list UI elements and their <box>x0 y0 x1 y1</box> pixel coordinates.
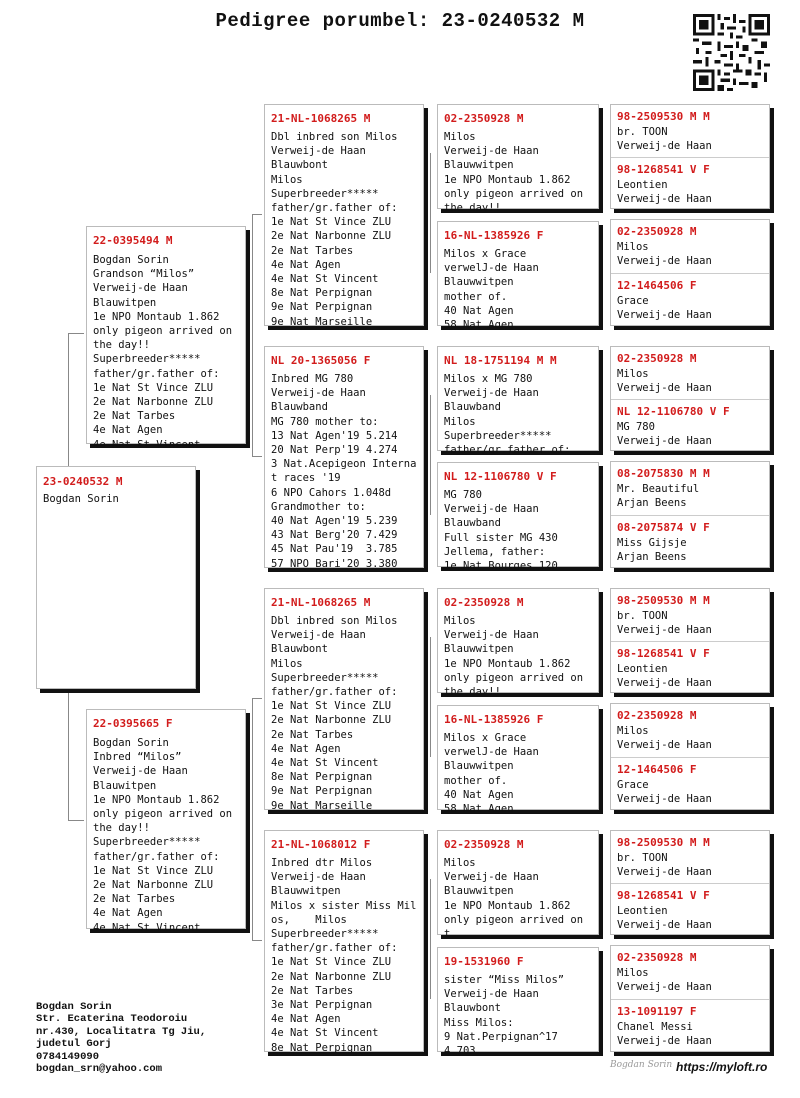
owner-phone: 0784149090 <box>36 1050 100 1063</box>
pigeon-details: Bogdan Sorin <box>43 493 119 505</box>
pigeon-ring-number: 98-2509530 M M <box>617 836 710 849</box>
ancestor-card <box>610 104 770 209</box>
pigeon-details: Dbl inbred son Milos Verweij-de Haan Blauwbont Milos Superbreeder***** father/gr.father of: 1e Nat St Vince ZLU 2e Nat Narbonne ZLU 2e Nat Tarbes 4e Nat Agen 4e Nat St Vincent 8e Nat Perpignan 9e Nat Perpignan 9e Nat Marseille <box>271 131 398 328</box>
great-grandparent-card <box>437 830 599 941</box>
pigeon-details: br. TOON Verweij-de Haan <box>617 126 712 153</box>
connector-line <box>252 698 253 940</box>
connector-line <box>252 214 253 456</box>
pigeon-details: Milos Verweij-de Haan Blauwwitpen 1e NPO Montaub 1.862 only pigeon arrived on t <box>444 857 584 941</box>
great-grandparent-card <box>437 462 599 573</box>
pigeon-details: MG 780 Verweij-de Haan Blauwband Full sister MG 430 Jellema, father: 1e Nat Bourges 120 <box>444 489 558 573</box>
great-grandparent-card <box>437 221 599 332</box>
connector-line <box>68 333 84 334</box>
pigeon-ring-number: NL 20-1365056 F <box>271 354 371 367</box>
great-grandparent-card <box>437 588 599 699</box>
connector-line <box>430 637 431 757</box>
ancestor-card <box>610 703 770 810</box>
pigeon-details: Inbred MG 780 Verweij-de Haan Blauwband MG 780 mother to: 13 Nat Agen'19 5.214 20 Nat Perp'19 4.274 3 Nat.Acepigeon Internat races '19 6 NPO Cahors 1.048d Grandmother to: 40 Nat Agen'19 5.239 43 Nat Berg'20 7.429 45 Nat Pau'19 3.785 57 NPO Bari'20 3.380 <box>271 373 417 570</box>
pigeon-details: MG 780 Verweij-de Haan <box>617 421 712 448</box>
pigeon-details: br. TOON Verweij-de Haan <box>617 852 712 879</box>
great-grandparent-card <box>437 705 599 816</box>
pigeon-details: Milos x MG 780 Verweij-de Haan Blauwband Milos Superbreeder***** father/gr.father of: <box>444 373 571 457</box>
pigeon-details: Inbred dtr Milos Verweij-de Haan Blauwwitpen Milos x sister Miss Milos, Milos Superbreeder***** father/gr.father of: 1e Nat St Vince ZLU 2e Nat Narbonne ZLU 2e Nat Tarbes 3e Nat Perpignan 4e Nat Agen 4e Nat St Vincent 8e Nat Perpignan <box>271 857 417 1054</box>
pigeon-ring-number: 22-0395494 M <box>93 234 173 247</box>
ancestor-card <box>610 945 770 1052</box>
pigeon-details: Mr. Beautiful Arjan Beens <box>617 483 700 510</box>
ancestor-card <box>610 830 770 935</box>
pigeon-ring-number: 02-2350928 M <box>444 596 524 609</box>
pigeon-details: Leontien Verweij-de Haan <box>617 179 712 206</box>
pigeon-details: br. TOON Verweij-de Haan <box>617 610 712 637</box>
pigeon-details: Milos Verweij-de Haan Blauwwitpen 1e NPO Montaub 1.862 only pigeon arrived on the day!! <box>444 615 584 699</box>
owner-name: Bogdan Sorin <box>36 1001 112 1013</box>
connector-line <box>252 940 262 941</box>
pigeon-details: Bogdan Sorin Inbred “Milos” Verweij-de Haan Blauwitpen 1e NPO Montaub 1.862 only pigeon arrived on the day!! Superbreeder***** father/gr.father of: 1e Nat St Vince ZLU 2e Nat Narbonne ZLU 2e Nat Tarbes 4e Nat Agen 4e Nat St Vincent <box>93 737 233 934</box>
owner-contact <box>36 1001 206 1075</box>
parent-card-dam <box>86 709 246 934</box>
pigeon-details: Chanel Messi Verweij-de Haan <box>617 1021 712 1048</box>
pigeon-ring-number: 22-0395665 F <box>93 717 173 730</box>
pigeon-ring-number: NL 12-1106780 V F <box>617 405 730 418</box>
connector-line <box>252 698 262 699</box>
pigeon-details: sister “Miss Milos” Verweij-de Haan Blauwbont Miss Milos: 9 Nat.Perpignan^17 4.703 <box>444 974 565 1058</box>
great-grandparent-card <box>437 104 599 215</box>
connector-line <box>68 820 84 821</box>
grandparent-card <box>264 104 424 326</box>
website-link[interactable]: https://myloft.ro <box>676 1060 768 1074</box>
grandparent-card <box>264 346 424 568</box>
pigeon-details: Leontien Verweij-de Haan <box>617 905 712 932</box>
pigeon-ring-number: NL 12-1106780 V F <box>444 470 557 483</box>
pigeon-details: Milos Verweij-de Haan <box>617 967 712 994</box>
pigeon-ring-number: 02-2350928 M <box>617 352 697 365</box>
pigeon-ring-number: 02-2350928 M <box>444 112 524 125</box>
pigeon-details: Milos x Grace verwelJ-de Haan Blauwwitpen mother of. 40 Nat Agen 58 Nat Agen <box>444 248 539 332</box>
pigeon-ring-number: NL 18-1751194 M M <box>444 354 557 367</box>
parent-card-sire <box>86 226 246 451</box>
pigeon-details: Miss Gijsje Arjan Beens <box>617 537 687 564</box>
pigeon-ring-number: 19-1531960 F <box>444 955 524 968</box>
grandparent-card <box>264 830 424 1052</box>
pigeon-ring-number: 23-0240532 M <box>43 475 123 488</box>
pigeon-ring-number: 98-1268541 V F <box>617 163 710 176</box>
pigeon-details: Milos Verweij-de Haan <box>617 725 712 752</box>
subject-card <box>36 466 196 689</box>
pigeon-details: Milos Verweij-de Haan <box>617 368 712 395</box>
page-title: Pedigree porumbel: 23-0240532 M <box>215 10 585 32</box>
pigeon-ring-number: 21-NL-1068012 F <box>271 838 371 851</box>
signature: Bogdan Sorin <box>610 1060 673 1070</box>
pigeon-ring-number: 02-2350928 M <box>617 709 697 722</box>
owner-city: nr.430, Localitatra Tg Jiu, <box>36 1025 207 1038</box>
connector-line <box>252 456 262 457</box>
pigeon-ring-number: 02-2350928 M <box>617 225 697 238</box>
pigeon-details: Milos Verweij-de Haan <box>617 241 712 268</box>
ancestor-card <box>610 588 770 693</box>
pigeon-details: Grace Verweij-de Haan <box>617 295 712 322</box>
pigeon-ring-number: 02-2350928 M <box>617 951 697 964</box>
qr-code-icon <box>693 14 770 91</box>
connector-line <box>68 333 69 466</box>
connector-line <box>430 153 431 273</box>
pigeon-details: Grace Verweij-de Haan <box>617 779 712 806</box>
pigeon-ring-number: 21-NL-1068265 M <box>271 112 371 125</box>
pigeon-ring-number: 12-1464506 F <box>617 279 697 292</box>
pigeon-ring-number: 98-1268541 V F <box>617 647 710 660</box>
pigeon-ring-number: 98-2509530 M M <box>617 594 710 607</box>
pigeon-details: Bogdan Sorin Grandson “Milos” Verweij-de Haan Blauwitpen 1e NPO Montaub 1.862 only pigeon arrived on the day!! Superbreeder***** father/gr.father of: 1e Nat St Vince ZLU 2e Nat Narbonne ZLU 2e Nat Tarbes 4e Nat Agen 4e Nat St Vincent <box>93 254 233 451</box>
owner-county: judetul Gorj <box>36 1038 112 1051</box>
pigeon-details: Milos x Grace verwelJ-de Haan Blauwwitpen mother of. 40 Nat Agen 58 Nat Agen <box>444 732 539 816</box>
owner-email: bogdan_srn@yahoo.com <box>36 1063 163 1076</box>
pigeon-ring-number: 98-1268541 V F <box>617 889 710 902</box>
ancestor-card <box>610 219 770 326</box>
great-grandparent-card <box>437 346 599 457</box>
pigeon-ring-number: 16-NL-1385926 F <box>444 713 544 726</box>
pigeon-details: Dbl inbred son Milos Verweij-de Haan Blauwbont Milos Superbreeder***** father/gr.father of: 1e Nat St Vince ZLU 2e Nat Narbonne ZLU 2e Nat Tarbes 4e Nat Agen 4e Nat St Vincent 8e Nat Perpignan 9e Nat Perpignan 9e Nat Marseille <box>271 615 398 812</box>
connector-line <box>68 690 69 820</box>
pigeon-details: Leontien Verweij-de Haan <box>617 663 712 690</box>
pigeon-ring-number: 16-NL-1385926 F <box>444 229 544 242</box>
pigeon-ring-number: 13-1091197 F <box>617 1005 697 1018</box>
connector-line <box>430 879 431 999</box>
owner-street: Str. Ecaterina Teodoroiu <box>36 1013 188 1026</box>
connector-line <box>430 395 431 515</box>
pigeon-ring-number: 08-2075830 M M <box>617 467 710 480</box>
pigeon-details: Milos Verweij-de Haan Blauwwitpen 1e NPO Montaub 1.862 only pigeon arrived on the day!! <box>444 131 584 215</box>
ancestor-card <box>610 461 770 568</box>
pigeon-ring-number: 98-2509530 M M <box>617 110 710 123</box>
grandparent-card <box>264 588 424 810</box>
pigeon-ring-number: 12-1464506 F <box>617 763 697 776</box>
pigeon-ring-number: 02-2350928 M <box>444 838 524 851</box>
pigeon-ring-number: 21-NL-1068265 M <box>271 596 371 609</box>
ancestor-card <box>610 346 770 451</box>
great-grandparent-card <box>437 947 599 1058</box>
pigeon-ring-number: 08-2075874 V F <box>617 521 710 534</box>
connector-line <box>252 214 262 215</box>
